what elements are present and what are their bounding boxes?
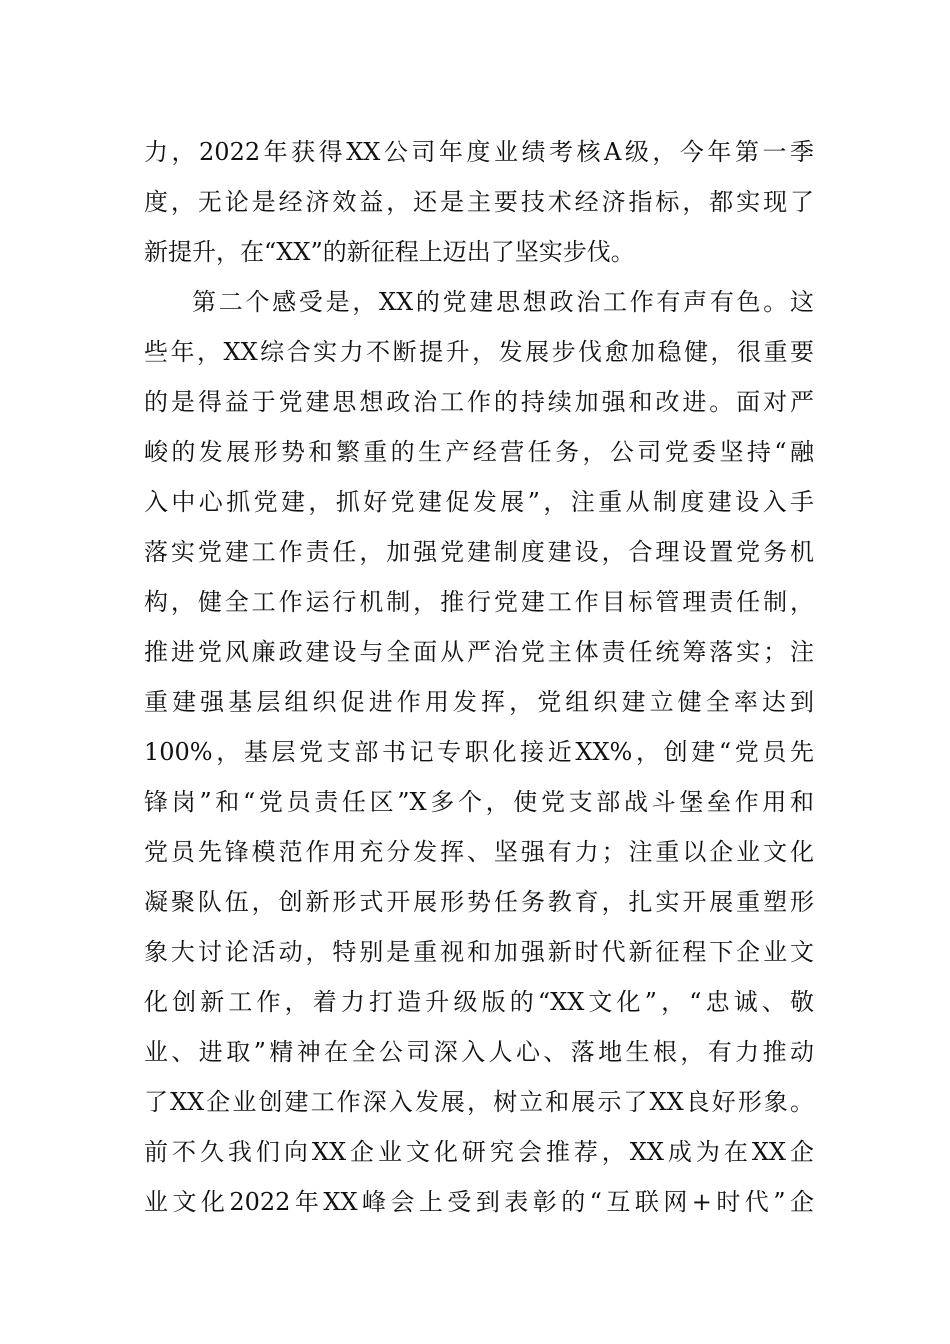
paragraph-line: 党员先锋模范作用充分发挥、坚强有力；注重以企业文化 bbox=[144, 838, 814, 866]
paragraph-line: 力，2022年获得XX公司年度业绩考核A级，今年第一季 bbox=[144, 138, 814, 166]
paragraph-line: 推进党风廉政建设与全面从严治党主体责任统筹落实；注 bbox=[144, 638, 814, 666]
paragraph-line: 100%，基层党支部书记专职化接近XX%，创建“党员先 bbox=[144, 738, 814, 766]
paragraph-line: 了XX企业创建工作深入发展，树立和展示了XX良好形象。 bbox=[144, 1088, 814, 1116]
paragraph-line: 新提升，在“XX”的新征程上迈出了坚实步伐。 bbox=[144, 238, 635, 266]
paragraph-line: 些年，XX综合实力不断提升，发展步伐愈加稳健，很重要 bbox=[144, 338, 814, 366]
paragraph-line: 业、进取”精神在全公司深入人心、落地生根，有力推动 bbox=[144, 1038, 814, 1066]
paragraph-line: 第二个感受是，XX的党建思想政治工作有声有色。这 bbox=[192, 288, 814, 316]
paragraph-line: 前不久我们向XX企业文化研究会推荐，XX成为在XX企 bbox=[144, 1138, 814, 1166]
paragraph-line: 重建强基层组织促进作用发挥，党组织建立健全率达到 bbox=[144, 688, 814, 716]
paragraph-line: 化创新工作，着力打造升级版的“XX文化”，“忠诚、敬 bbox=[144, 988, 814, 1016]
paragraph-line: 凝聚队伍，创新形式开展形势任务教育，扎实开展重塑形 bbox=[144, 888, 814, 916]
paragraph-line: 的是得益于党建思想政治工作的持续加强和改进。面对严 bbox=[144, 388, 814, 416]
paragraph-line: 入中心抓党建，抓好党建促发展”，注重从制度建设入手 bbox=[144, 488, 814, 516]
paragraph-line: 度，无论是经济效益，还是主要技术经济指标，都实现了 bbox=[144, 188, 814, 216]
paragraph-line: 业文化2022年XX峰会上受到表彰的“互联网+时代”企 bbox=[144, 1188, 814, 1216]
paragraph-line: 锋岗”和“党员责任区”X多个，使党支部战斗堡垒作用和 bbox=[144, 788, 814, 816]
paragraph-line: 落实党建工作责任，加强党建制度建设，合理设置党务机 bbox=[144, 538, 814, 566]
paragraph-line: 象大讨论活动，特别是重视和加强新时代新征程下企业文 bbox=[144, 938, 814, 966]
paragraph-line: 构，健全工作运行机制，推行党建工作目标管理责任制， bbox=[144, 588, 814, 616]
paragraph-line: 峻的发展形势和繁重的生产经营任务，公司党委坚持“融 bbox=[144, 438, 814, 466]
